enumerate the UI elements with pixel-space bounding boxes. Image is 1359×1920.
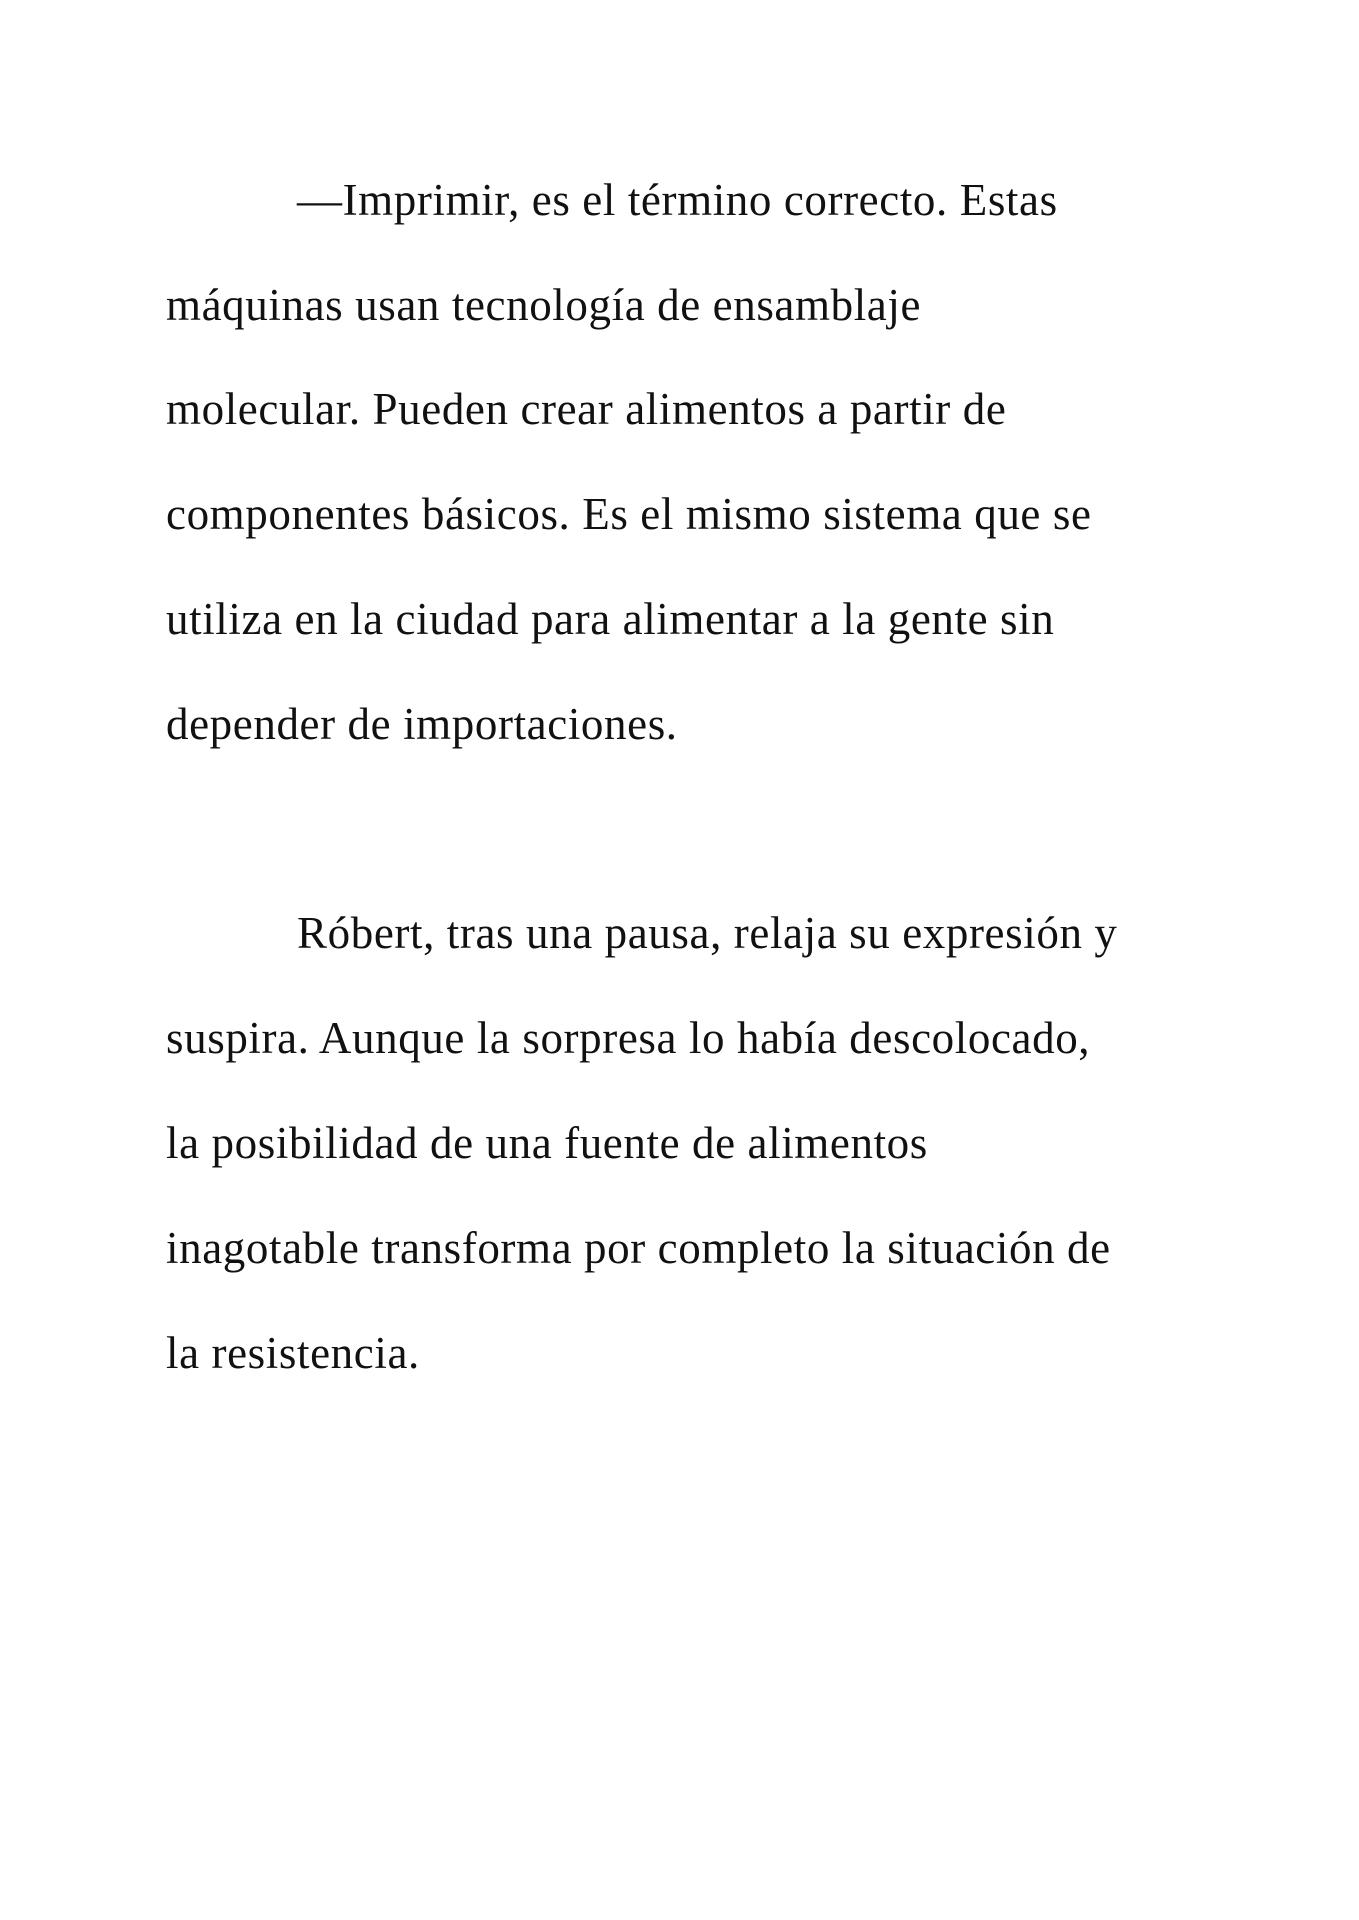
paragraph-line: depender de importaciones. <box>166 699 678 749</box>
paragraph-line: suspira. Aunque la sorpresa lo había descolocado, <box>166 1013 1091 1063</box>
paragraph-line: componentes básicos. Es el mismo sistema que se <box>166 489 1092 539</box>
paragraph-line: la posibilidad de una fuente de alimentos <box>166 1118 928 1168</box>
paragraph-line: molecular. Pueden crear alimentos a partir de <box>166 384 1007 434</box>
paragraph-line: utiliza en la ciudad para alimentar a la gente sin <box>166 594 1055 644</box>
paragraph-line: inagotable transforma por completo la situación de <box>166 1223 1111 1273</box>
paragraph-line: —Imprimir, es el término correcto. Estas <box>297 175 1058 225</box>
paragraph-line: la resistencia. <box>166 1328 420 1378</box>
paragraph-line: máquinas usan tecnología de ensamblaje <box>166 280 922 330</box>
paragraph-line: Róbert, tras una pausa, relaja su expresión y <box>297 908 1118 958</box>
